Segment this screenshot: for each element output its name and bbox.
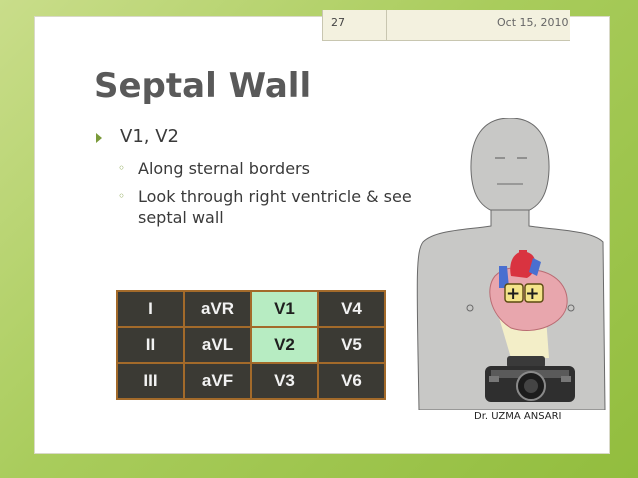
torso-heart-illustration [415, 118, 607, 410]
table-row [117, 291, 385, 327]
head-shape [471, 118, 549, 215]
lead-cell: I [117, 291, 184, 327]
lead-cell: II [117, 327, 184, 363]
bullet-triangle-icon [96, 133, 102, 143]
table-row [117, 327, 385, 363]
lead-cell: aVR [184, 291, 251, 327]
sub-bullet-text: Look through right ventricle & see [138, 187, 412, 206]
lead-cell: V6 [318, 363, 385, 399]
lead-cell: III [117, 363, 184, 399]
lead-cell-highlighted: V1 [251, 291, 318, 327]
lead-cell: V3 [251, 363, 318, 399]
lead-cell: aVF [184, 363, 251, 399]
header-divider-bottom [322, 40, 570, 41]
lead-cell: V5 [318, 327, 385, 363]
lead-cell: V4 [318, 291, 385, 327]
slide-date: Oct 15, 2010 [497, 16, 569, 29]
plus-signs: ++ [506, 284, 545, 304]
header-divider-left [322, 10, 323, 40]
lead-cell-highlighted: V2 [251, 327, 318, 363]
sub-bullet-text: Along sternal borders [138, 159, 310, 178]
slide-title: Septal Wall [94, 66, 312, 106]
ecg-lead-table [116, 290, 386, 400]
circle-bullet-icon: ◦ [118, 189, 126, 203]
sub-bullet-text: septal wall [138, 208, 224, 227]
circle-bullet-icon: ◦ [118, 161, 126, 175]
slide-number: 27 [331, 16, 345, 29]
lead-cell: aVL [184, 327, 251, 363]
header-divider-mid [386, 10, 387, 40]
bullet-main: V1, V2 [120, 126, 179, 147]
author-credit: Dr. UZMA ANSARI [474, 411, 562, 422]
table-row [117, 363, 385, 399]
